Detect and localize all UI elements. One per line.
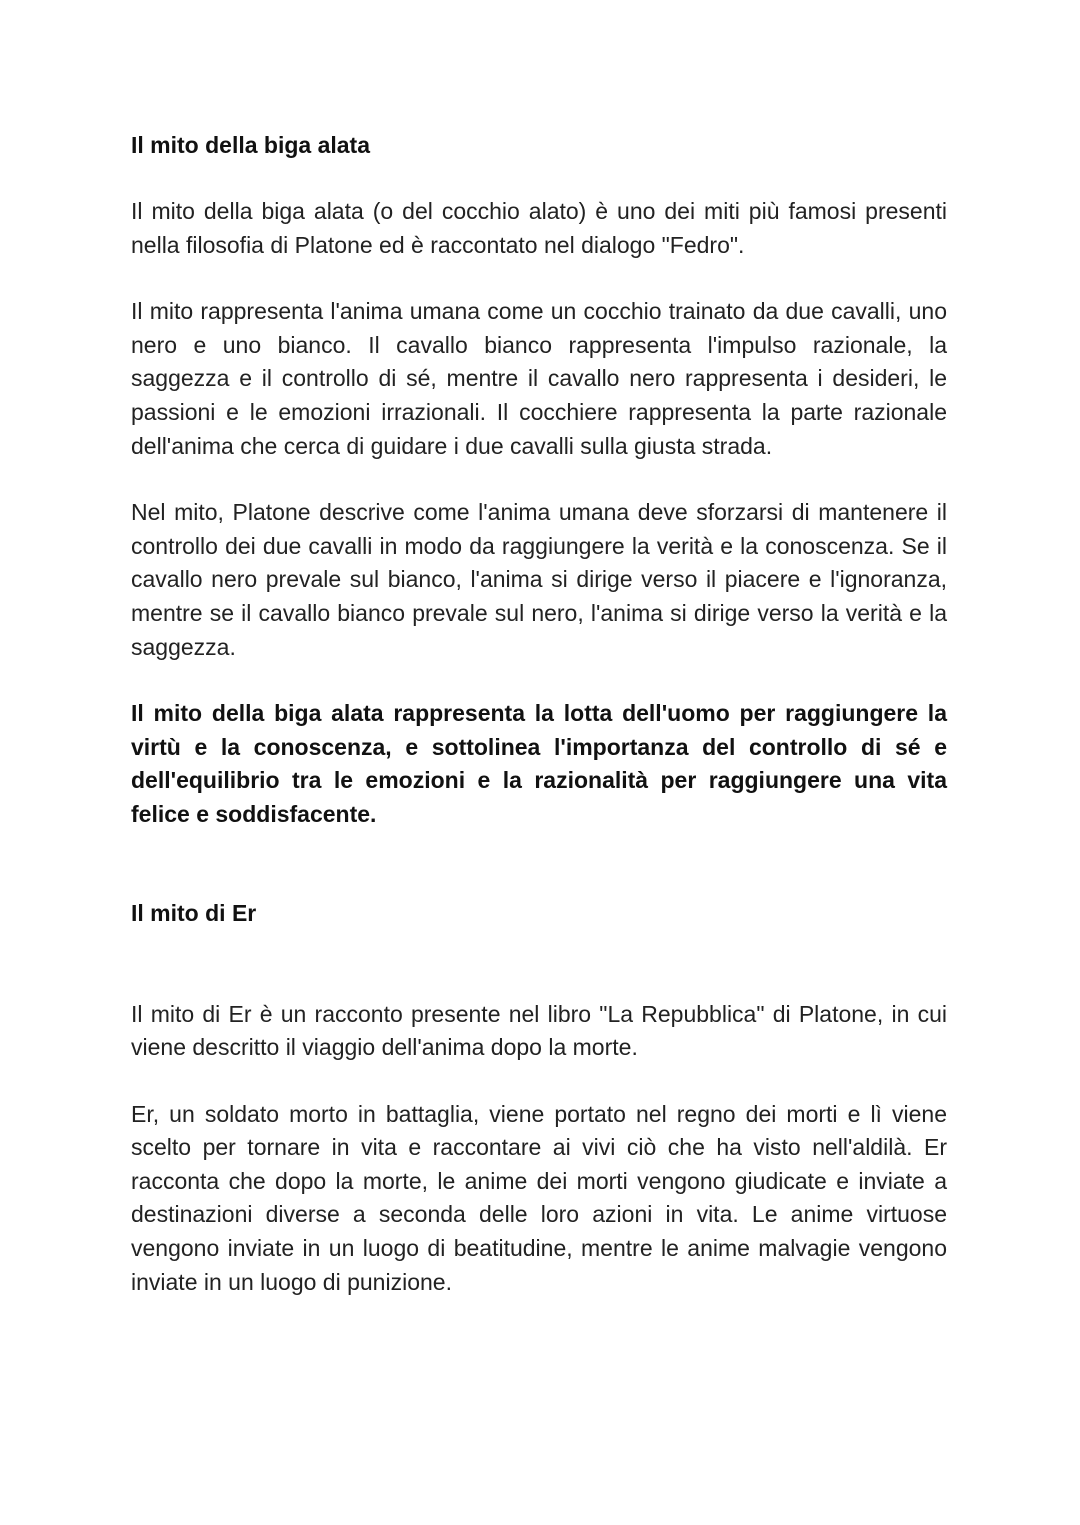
paragraph-biga-conclusion: Il mito della biga alata rappresenta la lotta dell'uomo per raggiungere la virtù e la conoscenza, e sottolinea l'importanza del controllo di sé e dell'equilibrio tra le emozioni e la razionalità per raggiungere una vita felice e soddisfacente.	[131, 700, 947, 827]
section-title-mito-di-er: Il mito di Er	[131, 899, 257, 926]
paragraph-er-story: Er, un soldato morto in battaglia, viene portato nel regno dei morti e lì viene scelto per tornare in vita e raccontare ai vivi ciò che ha visto nell'aldilà. Er racconta che dopo la morte, le anime dei morti vengono giudicate e inviate a destinazioni diverse a seconda delle loro azioni in vita. Le anime virtuose vengono inviate in un luogo di beatitudine, mentre le anime malvagie vengono inviate in un luogo di punizione.	[131, 1100, 947, 1295]
paragraph-biga-platone: Nel mito, Platone descrive come l'anima umana deve sforzarsi di mantenere il controllo dei due cavalli in modo da raggiungere la verità e la conoscenza. Se il cavallo nero prevale sul bianco, l'anima si dirige verso il piacere e l'ignoranza, mentre se il cavallo bianco prevale sul nero, l'anima si dirige verso la verità e la saggezza.	[131, 499, 947, 660]
document-content	[131, 128, 947, 1299]
paragraph-biga-intro: Il mito della biga alata (o del cocchio alato) è uno dei miti più famosi presenti nella filosofia di Platone ed è raccontato nel dialogo "Fedro".	[131, 198, 947, 258]
section-title-biga-alata: Il mito della biga alata	[131, 132, 371, 158]
paragraph-biga-description: Il mito rappresenta l'anima umana come un cocchio trainato da due cavalli, uno nero e uno bianco. Il cavallo bianco rappresenta l'impulso razionale, la saggezza e il controllo di sé, mentre il cavallo nero rappresenta i desideri, le passioni e le emozioni irrazionali. Il cocchiere rappresenta la parte razionale dell'anima che cerca di guidare i due cavalli sulla giusta strada.	[131, 298, 947, 459]
paragraph-er-intro: Il mito di Er è un racconto presente nel libro "La Repubblica" di Platone, in cui viene descritto il viaggio dell'anima dopo la morte.	[131, 1000, 947, 1061]
